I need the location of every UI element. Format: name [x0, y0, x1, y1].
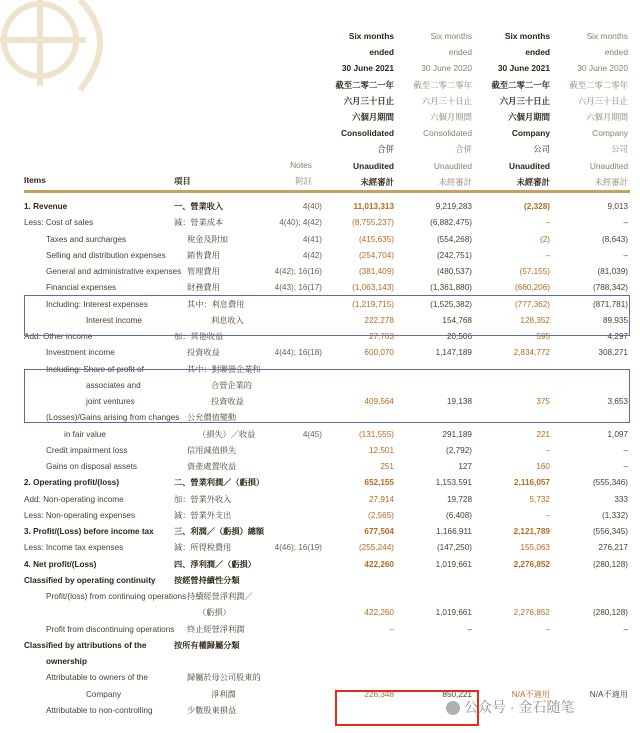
value-consolidated-2020: (242,751): [436, 250, 472, 260]
column-header-line: Six months: [504, 31, 550, 41]
row-label-en: Add: Other income: [24, 332, 93, 341]
row-label-en: Profit/(loss) from continuing operations: [46, 592, 187, 601]
column-header-line: 六月三十日止: [343, 95, 394, 106]
value-consolidated-2021: 409,564: [364, 397, 394, 406]
table-row: [0, 557, 640, 573]
table-row: [0, 573, 640, 589]
row-label-en: 1. Revenue: [24, 202, 68, 211]
row-label-zh: （虧損）: [198, 608, 231, 618]
wechat-icon: [446, 701, 460, 715]
column-header-line: 未經審計: [594, 176, 628, 187]
value-company-2020: 333: [614, 494, 628, 504]
value-consolidated-2021: (131,555): [358, 429, 394, 439]
table-row: [0, 589, 640, 605]
value-consolidated-2020: (6,408): [446, 510, 472, 520]
value-consolidated-2021: 652,155: [364, 478, 394, 488]
table-row: [0, 345, 640, 361]
value-company-2021: (777,362): [514, 299, 550, 309]
notes-column-header: [262, 157, 312, 189]
table-row: [0, 622, 640, 638]
value-company-2021: 2,834,772: [513, 348, 550, 358]
column-header-line: 六個月期間: [586, 112, 628, 123]
items-header-zh: 項目: [174, 176, 191, 186]
value-company-2021: –: [545, 250, 550, 260]
value-company-2020: (871,781): [592, 299, 628, 309]
value-consolidated-2021: 226,348: [364, 689, 394, 699]
value-consolidated-2021: (254,704): [358, 250, 394, 260]
value-company-2020: (280,128): [592, 559, 628, 569]
row-label-zh: 持續經營淨利潤／: [187, 592, 253, 601]
row-label-en: ownership: [46, 657, 87, 666]
value-company-2021: 2,121,789: [513, 527, 550, 536]
value-company-2020: –: [623, 445, 628, 455]
row-label-en: Profit from discontinuing operations: [46, 624, 175, 634]
value-company-2020: (788,342): [592, 283, 628, 293]
value-consolidated-2021: 222,278: [364, 315, 394, 325]
value-company-2021: 128,352: [520, 315, 550, 325]
row-label-zh: 加：其他收益: [174, 332, 224, 341]
column-header-line: 公司: [611, 144, 628, 155]
value-consolidated-2021: 600,070: [364, 348, 394, 358]
table-row: [0, 264, 640, 280]
value-consolidated-2021: (1,063,143): [352, 283, 394, 293]
row-notes: 4(45): [302, 429, 322, 439]
column-header-line: 未經審計: [438, 176, 472, 187]
row-label-zh: 淨利潤: [211, 689, 236, 699]
row-label-zh: 財務費用: [187, 283, 220, 293]
row-label-en: Less: Non-operating expenses: [24, 510, 136, 520]
value-consolidated-2021: (8,755,237): [352, 218, 394, 228]
table-row: [0, 232, 640, 248]
column-header-line: 六月三十日止: [499, 95, 550, 106]
value-consolidated-2020: 127: [458, 462, 472, 471]
column-header-line: 截至二零二一年: [335, 79, 394, 90]
column-header-line: 截至二零二零年: [569, 79, 628, 90]
row-label-zh: 稅金及附加: [187, 234, 228, 244]
row-label-zh: 管理費用: [187, 267, 220, 276]
value-consolidated-2021: 422,260: [364, 559, 394, 569]
row-label-zh: 其中：對聯營企業和: [187, 364, 261, 374]
row-label-en: Company: [86, 689, 122, 699]
row-label-en: Taxes and surcharges: [46, 234, 127, 244]
row-notes: 4(44); 16(18): [274, 348, 322, 358]
table-row: [0, 508, 640, 524]
row-label-zh: 歸屬於母公司股東的: [187, 673, 261, 683]
value-company-2020: 276,217: [598, 543, 628, 553]
column-header-line: Consolidated: [340, 128, 394, 139]
column-header-line: 六月三十日止: [421, 95, 472, 106]
value-consolidated-2020: 19,138: [446, 397, 472, 406]
row-label-en: Less: Cost of sales: [24, 218, 94, 228]
value-consolidated-2020: 20,506: [446, 332, 472, 341]
value-consolidated-2020: 1,153,591: [435, 478, 472, 488]
value-company-2021: 155,063: [520, 543, 550, 553]
row-label-zh: 減：營業外支出: [174, 510, 232, 520]
row-label-en: Financial expenses: [46, 283, 117, 293]
column-header-company-2020: [552, 28, 628, 190]
column-header-line: 未經審計: [516, 176, 550, 187]
value-company-2020: 308,271: [598, 348, 628, 358]
table-row: [0, 215, 640, 231]
table-row: [0, 459, 640, 475]
row-label-zh: 三、利潤／（虧損）總額: [174, 527, 265, 536]
value-consolidated-2021: 27,703: [368, 332, 394, 341]
column-header-line: ended: [448, 47, 472, 58]
value-consolidated-2021: 12,501: [368, 445, 394, 455]
value-company-2021: (57,155): [519, 267, 550, 276]
value-company-2021: 2,116,057: [514, 478, 550, 488]
value-company-2021: –: [545, 624, 550, 634]
row-label-en: 3. Profit/(Loss) before income tax: [24, 527, 154, 536]
column-header-consolidated-2021: [318, 28, 394, 190]
value-consolidated-2021: (255,244): [358, 543, 394, 553]
value-consolidated-2020: (1,525,382): [430, 299, 472, 309]
row-label-en: Credit impairment loss: [46, 445, 128, 455]
row-label-en: General and administrative expenses: [46, 267, 182, 276]
column-header-line: Consolidated: [423, 128, 472, 139]
column-header-consolidated-2020: [400, 28, 472, 190]
column-header-line: 未經審計: [360, 176, 394, 187]
column-header-line: 六個月期間: [508, 112, 550, 123]
header-rule: [24, 190, 630, 193]
row-label-en: Interest income: [86, 315, 142, 325]
value-consolidated-2020: 1,019,661: [435, 608, 472, 618]
value-company-2020: –: [623, 218, 628, 228]
row-label-zh: 合營企業的: [211, 380, 252, 390]
value-company-2020: 3,653: [607, 397, 628, 406]
row-label-zh: 投資收益: [211, 397, 244, 406]
value-consolidated-2020: 1,166,911: [436, 527, 472, 536]
column-header-line: 公司: [533, 144, 550, 155]
value-consolidated-2020: 9,219,283: [435, 202, 472, 211]
column-header-line: Company: [511, 128, 550, 139]
value-company-2020: 89,935: [602, 315, 628, 325]
value-company-2021: 2,276,852: [513, 559, 550, 569]
column-header-line: 合併: [377, 144, 394, 155]
column-header-line: 30 June 2020: [577, 63, 628, 74]
table-row: [0, 492, 640, 508]
value-company-2021: 2,276,852: [513, 608, 550, 618]
row-notes: 4(42); 16(16): [274, 267, 322, 276]
value-consolidated-2021: (381,409): [358, 267, 394, 276]
value-consolidated-2021: 677,504: [364, 527, 394, 536]
value-company-2021: –: [545, 218, 550, 228]
column-header-line: 合併: [455, 144, 472, 155]
value-consolidated-2020: (554,268): [436, 234, 472, 244]
row-label-en: joint ventures: [86, 397, 135, 406]
row-notes: 4(40); 4(42): [279, 218, 322, 228]
column-header-line: 截至二零二一年: [491, 79, 550, 90]
table-row: [0, 443, 640, 459]
column-header-line: 六個月期間: [352, 112, 394, 123]
row-label-en: associates and: [86, 380, 141, 390]
row-label-zh: 一、營業收入: [174, 202, 224, 211]
row-label-en: Less: Income tax expenses: [24, 543, 124, 553]
notes-header-zh: 附註: [295, 176, 312, 186]
table-row: [0, 199, 640, 215]
row-label-en: Add: Non-operating income: [24, 494, 124, 504]
value-company-2020: (81,039): [597, 267, 628, 276]
row-label-en: (Losses)/Gains arising from changes: [46, 413, 180, 423]
column-header-line: 截至二零二零年: [413, 79, 472, 90]
row-label-zh: 利息收入: [211, 315, 244, 325]
value-company-2020: (1,332): [602, 510, 628, 520]
row-label-zh: 減：所得稅費用: [174, 543, 232, 553]
row-label-zh: 其中：利息費用: [187, 299, 245, 309]
row-label-zh: 二、營業利潤／（虧損）: [174, 478, 265, 488]
row-label-zh: 四、淨利潤／（虧損）: [174, 559, 256, 569]
table-row: [0, 654, 640, 670]
column-header-line: Six months: [430, 31, 472, 41]
row-label-zh: 銷售費用: [187, 250, 220, 260]
value-company-2020: (8,643): [602, 234, 628, 244]
column-header-line: 30 June 2020: [421, 63, 472, 74]
value-company-2021: –: [545, 510, 550, 520]
value-company-2021: 375: [536, 397, 550, 406]
value-company-2020: (556,345): [592, 527, 628, 536]
value-company-2021: 5,732: [529, 494, 550, 504]
column-header-line: Company: [592, 128, 628, 139]
row-notes: 4(43); 16(17): [274, 283, 322, 293]
row-label-en: Including: Interest expenses: [46, 299, 148, 309]
row-label-en: Attributable to owners of the: [46, 673, 148, 683]
notes-header-en: Notes: [290, 160, 312, 170]
value-company-2021: 595: [536, 332, 550, 341]
value-company-2020: –: [623, 250, 628, 260]
column-header-line: Unaudited: [589, 160, 628, 171]
row-label-en: Including: Share of profit of: [46, 364, 144, 374]
value-company-2020: 4,297: [607, 332, 628, 341]
value-consolidated-2020: (1,361,880): [430, 283, 472, 293]
row-label-zh: 按經營持續性分類: [174, 575, 240, 585]
value-consolidated-2020: (480,537): [436, 267, 472, 276]
row-label-en: in fair value: [64, 429, 106, 439]
value-consolidated-2021: 422,260: [364, 608, 394, 618]
table-row: [0, 638, 640, 654]
row-notes: 4(46); 16(19): [274, 543, 322, 553]
value-consolidated-2021: 27,914: [368, 494, 394, 504]
value-company-2021: (2,328): [524, 202, 550, 211]
value-consolidated-2020: (147,250): [436, 543, 472, 553]
column-header-line: 六月三十日止: [577, 95, 628, 106]
value-company-2020: N/A不適用: [589, 689, 628, 699]
value-company-2020: (280,128): [592, 608, 628, 618]
value-company-2021: (660,206): [514, 283, 550, 293]
table-row: [0, 670, 640, 686]
value-consolidated-2021: (2,565): [368, 510, 394, 520]
row-label-zh: （損失）／收益: [198, 429, 256, 439]
row-label-en: Investment income: [46, 348, 115, 358]
value-consolidated-2020: 1,019,661: [435, 559, 472, 569]
row-label-zh: 少數股東損益: [187, 705, 237, 715]
value-consolidated-2021: –: [389, 624, 394, 634]
table-row: [0, 524, 640, 540]
value-consolidated-2020: 1,147,189: [435, 348, 472, 358]
value-company-2020: 9,013: [607, 202, 628, 211]
row-notes: 4(42): [302, 250, 322, 260]
value-company-2021: (2): [539, 234, 550, 244]
value-company-2020: 1,097: [607, 429, 628, 439]
column-header-line: Unaudited: [353, 160, 394, 171]
row-label-zh: 資產處置收益: [187, 462, 237, 471]
value-consolidated-2020: –: [467, 624, 472, 634]
row-notes: 4(41): [302, 234, 322, 244]
row-label-en: Attributable to non-controlling: [46, 705, 153, 715]
column-header-company-2021: [476, 28, 550, 190]
column-header-line: Unaudited: [433, 160, 472, 171]
column-header-line: 六個月期間: [430, 112, 472, 123]
column-header-line: ended: [604, 47, 628, 58]
row-label-en: Classified by operating continuity: [24, 575, 156, 585]
value-consolidated-2021: (415,635): [358, 234, 394, 244]
row-label-zh: 公允價值變動: [187, 413, 237, 423]
value-consolidated-2020: 154,768: [442, 315, 472, 325]
table-row: [0, 540, 640, 556]
share-of-profit-box: [24, 369, 630, 423]
decorative-corner-pattern: [0, 0, 140, 120]
row-label-en: Gains on disposal assets: [46, 462, 138, 471]
table-row: [0, 475, 640, 491]
row-label-zh: 減：營業成本: [174, 218, 224, 228]
value-consolidated-2020: (6,882,475): [430, 218, 472, 228]
value-company-2020: –: [623, 624, 628, 634]
value-consolidated-2020: 291,189: [442, 429, 472, 439]
row-label-en: Selling and distribution expenses: [46, 250, 166, 260]
row-label-zh: 按所有權歸屬分類: [174, 640, 240, 650]
column-header-line: 30 June 2021: [497, 63, 550, 74]
row-notes: 4(40): [302, 202, 322, 211]
row-label-en: Classified by attributions of the: [24, 640, 147, 650]
row-label-en: 2. Operating profit/(loss): [24, 478, 120, 488]
column-header-line: Six months: [586, 31, 628, 41]
value-consolidated-2020: 850,221: [442, 689, 472, 699]
column-header-line: ended: [369, 47, 394, 58]
value-company-2021: 221: [536, 429, 550, 439]
value-company-2020: (555,346): [592, 478, 628, 488]
value-company-2021: –: [545, 445, 550, 455]
value-consolidated-2021: (1,219,715): [352, 299, 394, 309]
row-label-zh: 投資收益: [187, 348, 220, 358]
table-row: [0, 605, 640, 621]
watermark-text: 公众号 · 金石随笔: [464, 699, 575, 715]
row-label-zh: 終止經營淨利潤: [187, 624, 245, 634]
table-row: [0, 248, 640, 264]
table-row: [0, 427, 640, 443]
value-company-2021: 160: [536, 462, 550, 471]
column-header-line: ended: [525, 47, 550, 58]
interest-breakdown-box: [24, 295, 630, 336]
value-consolidated-2020: (2,792): [446, 445, 472, 455]
column-header-line: Unaudited: [509, 160, 550, 171]
column-header-line: 30 June 2021: [341, 63, 394, 74]
row-label-zh: 信用減值損失: [187, 445, 237, 455]
table-row: [0, 280, 640, 296]
items-header-en: Items: [24, 175, 46, 185]
column-header-line: Six months: [348, 31, 394, 41]
watermark: [446, 697, 574, 717]
row-label-zh: 加：營業外收入: [174, 494, 232, 504]
value-consolidated-2020: 19,728: [446, 494, 472, 504]
value-consolidated-2021: 11,013,313: [353, 202, 394, 211]
value-consolidated-2021: 251: [380, 462, 394, 471]
row-label-en: 4. Net profit/(Loss): [24, 559, 97, 569]
value-company-2021: N/A不適用: [511, 689, 550, 699]
value-company-2020: –: [623, 462, 628, 471]
